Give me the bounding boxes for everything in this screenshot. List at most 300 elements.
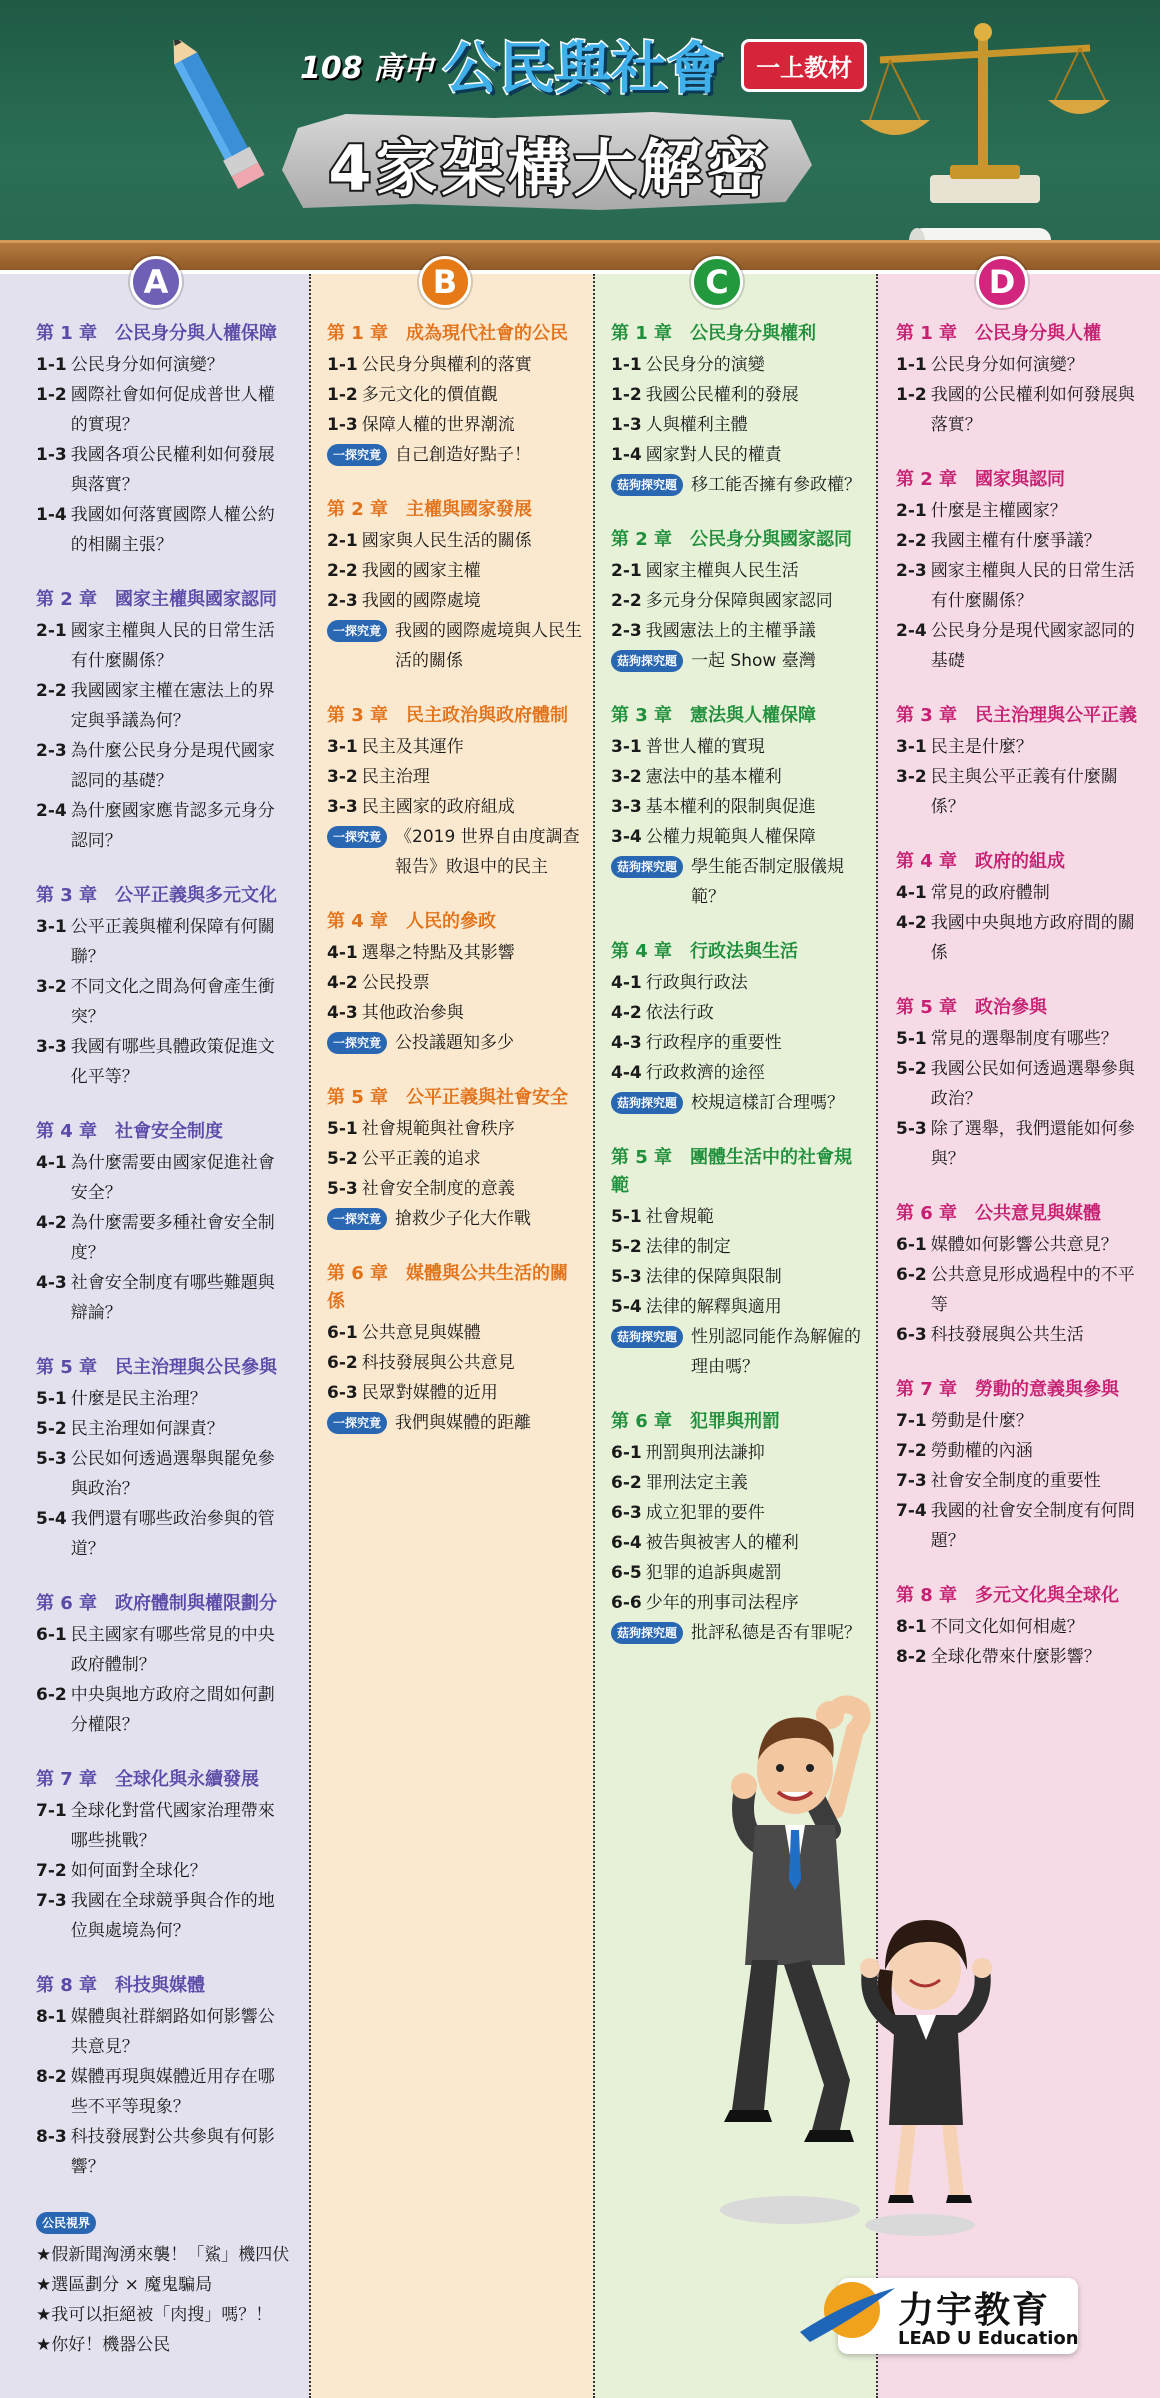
section-number: 1-1	[611, 355, 642, 375]
section-item	[36, 1208, 291, 1268]
section-number: 5-1	[327, 1119, 358, 1139]
section-number: 2-2	[896, 531, 927, 551]
section-number: 3-3	[327, 797, 358, 817]
section-text: 多元文化的價值觀	[361, 385, 498, 405]
chapter-title: 第 1 章 公民身分與人權保障	[36, 323, 278, 344]
section-number: 5-2	[611, 1237, 642, 1257]
section-item	[327, 938, 583, 968]
section-number: 1-1	[36, 355, 67, 375]
section-item	[896, 1612, 1150, 1642]
section-number: 7-2	[36, 1861, 67, 1881]
section-text: 民主是什麼？	[930, 737, 1033, 757]
section-text: 公平正義的追求	[361, 1149, 481, 1169]
chapter-block	[36, 1972, 291, 2182]
section-item	[611, 1468, 866, 1498]
section-item	[36, 500, 291, 560]
chapter-title: 第 3 章 民主治理與公平正義	[896, 705, 1138, 726]
page-title: 4家架構大解密	[328, 131, 772, 205]
section-number: 7-4	[896, 1501, 927, 1521]
section-text: 科技發展與公共意見	[361, 1353, 515, 1373]
section-number: 6-2	[327, 1353, 358, 1373]
section-item	[611, 350, 866, 380]
section-number: 2-2	[611, 591, 642, 611]
chapter-block	[896, 1582, 1150, 1672]
section-item	[36, 1620, 291, 1680]
section-number: 3-1	[896, 737, 927, 757]
section-number: 5-2	[896, 1059, 927, 1079]
chapter-title: 第 6 章 政府體制與權限劃分	[36, 1593, 278, 1614]
section-item	[327, 968, 583, 998]
section-text: 批評私德是否有罪呢？	[691, 1623, 862, 1643]
section-number: 7-3	[896, 1471, 927, 1491]
chapter-title: 第 6 章 犯罪與刑罰	[611, 1411, 781, 1432]
section-number: 7-3	[36, 1891, 67, 1911]
section-number: 3-1	[327, 737, 358, 757]
section-text: 我們還有哪些政治參與的管道？	[70, 1509, 275, 1559]
section-item	[611, 792, 866, 822]
section-item	[36, 676, 291, 736]
section-text: 行政與行政法	[645, 973, 748, 993]
section-text: 我國的國家主權	[361, 561, 481, 581]
chapter-title: 第 6 章 公共意見與媒體	[896, 1203, 1102, 1224]
section-text: 中央與地方政府之間如何劃分權限？	[70, 1685, 275, 1735]
inquiry-activity-item	[611, 1322, 866, 1382]
section-text: 公平正義與權利保障有何關聯？	[70, 917, 275, 967]
section-text: 基本權利的限制與促進	[645, 797, 816, 817]
section-number: 6-2	[896, 1265, 927, 1285]
section-item	[36, 1856, 291, 1886]
pencil-icon	[160, 40, 280, 210]
section-number: 1-3	[36, 445, 67, 465]
section-number: 8-1	[896, 1617, 927, 1637]
section-text: 校規這樣訂合理嗎？	[691, 1093, 845, 1113]
section-number: 2-4	[36, 801, 67, 821]
section-text: 我國各項公民權利如何發展與落實？	[70, 445, 275, 495]
section-text: 我國主權有什麼爭議？	[930, 531, 1101, 551]
chapter-title: 第 5 章 團體生活中的社會規範	[611, 1147, 853, 1196]
section-number: 6-3	[327, 1383, 358, 1403]
section-number: 3-2	[896, 767, 927, 787]
section-text: 公民身分與權利的落實	[361, 355, 532, 375]
section-text: 我國公民權利的發展	[645, 385, 799, 405]
section-item	[36, 380, 291, 440]
section-item	[896, 732, 1150, 762]
chapter-block	[36, 1766, 291, 1946]
section-text: 我國公民如何透過選舉參與政治？	[930, 1059, 1135, 1109]
section-text: 普世人權的實現	[645, 737, 765, 757]
section-number: 3-4	[611, 827, 642, 847]
section-number: 2-4	[896, 621, 927, 641]
section-text: 民眾對媒體的近用	[361, 1383, 498, 1403]
section-text: 公民身分如何演變？	[930, 355, 1084, 375]
globe-swoosh-icon	[790, 2270, 900, 2360]
section-text: 民主治理如何課責？	[70, 1419, 224, 1439]
chapter-title: 第 1 章 公民身分與權利	[611, 323, 817, 344]
section-item	[896, 1320, 1150, 1350]
chapter-block	[36, 1590, 291, 1740]
section-item	[327, 380, 583, 410]
civic-vision-label: 公民視界	[36, 2212, 96, 2234]
section-text: 學生能否制定服儀規範？	[691, 857, 845, 907]
section-text: 其他政治參與	[361, 1003, 464, 1023]
section-item	[327, 350, 583, 380]
section-item	[36, 1504, 291, 1564]
section-number: 5-3	[896, 1119, 927, 1139]
section-number: 5-1	[611, 1207, 642, 1227]
section-text: 我國的社會安全制度有何問題？	[930, 1501, 1135, 1551]
header-subtitle	[300, 30, 867, 100]
chapter-title: 第 2 章 主權與國家發展	[327, 499, 533, 520]
section-number: 3-1	[36, 917, 67, 937]
column-badge-b: B	[419, 256, 471, 308]
section-text: 除了選舉，我們還能如何參與？	[930, 1119, 1135, 1169]
section-item	[36, 1796, 291, 1856]
chapter-block	[896, 1200, 1150, 1350]
section-item	[611, 1202, 866, 1232]
section-item	[36, 1384, 291, 1414]
section-text: 不同文化如何相處？	[930, 1617, 1084, 1637]
section-number: 5-4	[36, 1509, 67, 1529]
section-text: 國家主權與人民的日常生活有什麼關係？	[70, 621, 275, 671]
chapter-block	[36, 1354, 291, 1564]
section-text: 成立犯罪的要件	[645, 1503, 765, 1523]
publisher-column-a	[0, 263, 309, 2398]
chapter-title: 第 8 章 科技與媒體	[36, 1975, 206, 1996]
section-item	[611, 1292, 866, 1322]
chapter-title: 第 4 章 行政法與生活	[611, 941, 799, 962]
section-number: 7-1	[896, 1411, 927, 1431]
section-text: 國際社會如何促成普世人權的實現？	[70, 385, 275, 435]
section-text: 我國有哪些具體政策促進文化平等？	[70, 1037, 275, 1087]
section-text: 我國憲法上的主權爭議	[645, 621, 816, 641]
chapter-block	[327, 908, 583, 1058]
section-item	[896, 1054, 1150, 1114]
section-text: 什麼是民主治理？	[70, 1389, 207, 1409]
civic-vision-item: ★假新聞洶湧來襲！「鯊」機四伏	[36, 2245, 290, 2265]
section-text: 社會規範	[645, 1207, 714, 1227]
section-number: 3-2	[327, 767, 358, 787]
section-number: 2-3	[327, 591, 358, 611]
inquiry-badge: 菇狗探究題	[611, 474, 683, 496]
civic-vision-item: ★選區劃分 × 魔鬼騙局	[36, 2275, 213, 2295]
justice-scale-icon	[860, 20, 1110, 210]
section-item	[36, 1680, 291, 1740]
section-item	[611, 1498, 866, 1528]
section-number: 2-3	[896, 561, 927, 581]
chapter-block	[611, 938, 866, 1118]
section-item	[611, 556, 866, 586]
section-text: 罪刑法定主義	[645, 1473, 748, 1493]
chapter-block	[896, 994, 1150, 1174]
section-item	[327, 556, 583, 586]
section-item	[611, 968, 866, 998]
section-number: 6-3	[896, 1325, 927, 1345]
inquiry-activity-item	[327, 1408, 583, 1438]
section-number: 1-1	[896, 355, 927, 375]
column-badge-c: C	[691, 256, 743, 308]
chapter-title: 第 1 章 公民身分與人權	[896, 323, 1102, 344]
section-text: 國家對人民的權責	[645, 445, 782, 465]
chapter-list	[0, 320, 309, 2360]
grade-label: 108 高中	[300, 51, 434, 86]
section-item	[896, 1024, 1150, 1054]
section-text: 我們與媒體的距離	[395, 1413, 532, 1433]
section-item	[36, 912, 291, 972]
section-text: 公權力規範與人權保障	[645, 827, 816, 847]
chapter-title: 第 4 章 政府的組成	[896, 851, 1066, 872]
section-number: 5-3	[611, 1267, 642, 1287]
civic-vision-box	[36, 2208, 291, 2360]
section-text: 為什麼公民身分是現代國家認同的基礎？	[70, 741, 275, 791]
section-text: 性別認同能作為解僱的理由嗎？	[691, 1327, 862, 1377]
section-text: 我國的國際處境與人民生活的關係	[395, 621, 583, 671]
section-item	[327, 1114, 583, 1144]
section-number: 6-4	[611, 1533, 642, 1553]
section-number: 1-2	[36, 385, 67, 405]
section-number: 8-1	[36, 2007, 67, 2027]
section-text: 社會規範與社會秩序	[361, 1119, 515, 1139]
chapter-block	[896, 848, 1150, 968]
section-item	[611, 1528, 866, 1558]
section-number: 2-2	[327, 561, 358, 581]
section-number: 7-2	[896, 1441, 927, 1461]
semester-tag: 一上教材	[741, 39, 867, 92]
inquiry-badge: 菇狗探究題	[611, 1622, 683, 1644]
section-number: 3-2	[36, 977, 67, 997]
inquiry-activity-item	[611, 1618, 866, 1648]
section-item	[896, 1406, 1150, 1436]
section-item	[36, 440, 291, 500]
section-text: 犯罪的追訴與處罰	[645, 1563, 782, 1583]
section-text: 我國中央與地方政府間的關係	[930, 913, 1135, 963]
inquiry-activity-item	[611, 470, 866, 500]
section-item	[36, 1886, 291, 1946]
civic-vision-item: ★你好！機器公民	[36, 2335, 171, 2355]
section-item	[36, 1444, 291, 1504]
chapter-title: 第 2 章 公民身分與國家認同	[611, 529, 853, 550]
section-number: 1-4	[36, 505, 67, 525]
publisher-column-b	[309, 263, 593, 2398]
section-text: 公民身分的演變	[645, 355, 765, 375]
inquiry-activity-item	[611, 1088, 866, 1118]
chapter-title: 第 6 章 媒體與公共生活的關係	[327, 1263, 569, 1312]
section-text: 公民身分是現代國家認同的基礎	[930, 621, 1135, 671]
section-text: 法律的解釋與適用	[645, 1297, 782, 1317]
section-item	[36, 1414, 291, 1444]
section-number: 6-3	[611, 1503, 642, 1523]
section-number: 1-3	[327, 415, 358, 435]
section-item	[611, 732, 866, 762]
inquiry-badge: 菇狗探究題	[611, 650, 683, 672]
businessman-figure	[724, 1701, 862, 2142]
section-number: 1-1	[327, 355, 358, 375]
chapter-block	[327, 320, 583, 470]
section-text: 憲法中的基本權利	[645, 767, 782, 787]
inquiry-activity-item	[327, 440, 583, 470]
section-number: 2-1	[611, 561, 642, 581]
section-text: 媒體再現與媒體近用存在哪些不平等現象？	[70, 2067, 275, 2117]
section-text: 全球化對當代國家治理帶來哪些挑戰？	[70, 1801, 275, 1851]
section-number: 1-2	[327, 385, 358, 405]
chapter-title: 第 3 章 公平正義與多元文化	[36, 885, 278, 906]
section-number: 6-1	[611, 1443, 642, 1463]
section-number: 5-2	[36, 1419, 67, 1439]
section-number: 4-1	[327, 943, 358, 963]
section-item	[611, 1438, 866, 1468]
section-text: 社會安全制度的意義	[361, 1179, 515, 1199]
chapter-title: 第 8 章 多元文化與全球化	[896, 1585, 1120, 1606]
section-item	[896, 1230, 1150, 1260]
chapter-title: 第 7 章 勞動的意義與參與	[896, 1379, 1120, 1400]
chapter-title: 第 2 章 國家與認同	[896, 469, 1066, 490]
chapter-title: 第 1 章 成為現代社會的公民	[327, 323, 569, 344]
inquiry-activity-item	[327, 822, 583, 882]
section-item	[327, 526, 583, 556]
chapter-block	[896, 320, 1150, 440]
section-text: 民主國家有哪些常見的中央政府體制？	[70, 1625, 275, 1675]
section-text: 自己創造好點子！	[395, 445, 532, 465]
section-number: 3-3	[36, 1037, 67, 1057]
section-number: 6-1	[896, 1235, 927, 1255]
section-item	[896, 1436, 1150, 1466]
section-number: 4-4	[611, 1063, 642, 1083]
section-text: 被告與被害人的權利	[645, 1533, 799, 1553]
inquiry-activity-item	[611, 852, 866, 912]
section-item	[611, 1058, 866, 1088]
section-item	[36, 796, 291, 856]
section-text: 多元身分保障與國家認同	[645, 591, 833, 611]
section-text: 媒體如何影響公共意見？	[930, 1235, 1118, 1255]
section-text: 我國在全球競爭與合作的地位與處境為何？	[70, 1891, 275, 1941]
section-number: 3-2	[611, 767, 642, 787]
section-number: 5-2	[327, 1149, 358, 1169]
inquiry-badge: 一探究竟	[327, 444, 387, 466]
section-number: 2-1	[896, 501, 927, 521]
section-number: 5-1	[36, 1389, 67, 1409]
section-item	[896, 350, 1150, 380]
section-item	[611, 1558, 866, 1588]
section-text: 我國國家主權在憲法上的界定與爭議為何？	[70, 681, 275, 731]
cheering-characters-illustration	[680, 1680, 1000, 2240]
chapter-block	[896, 1376, 1150, 1556]
chapter-block	[327, 1084, 583, 1234]
section-item	[327, 1174, 583, 1204]
section-text: 公民投票	[361, 973, 430, 993]
section-item	[36, 2122, 291, 2182]
section-text: 公民如何透過選舉與罷免參與政治？	[70, 1449, 275, 1499]
section-number: 1-3	[611, 415, 642, 435]
section-number: 7-1	[36, 1801, 67, 1821]
section-text: 國家主權與人民生活	[645, 561, 799, 581]
inquiry-badge: 一探究竟	[327, 1208, 387, 1230]
section-text: 一起 Show 臺灣	[691, 651, 816, 671]
section-text: 國家與人民生活的關係	[361, 531, 532, 551]
chapter-title: 第 4 章 人民的參政	[327, 911, 497, 932]
section-item	[327, 732, 583, 762]
chapter-list	[593, 320, 876, 1674]
section-number: 6-1	[36, 1625, 67, 1645]
section-text: 不同文化之間為何會產生衝突？	[70, 977, 275, 1027]
section-item	[36, 972, 291, 1032]
section-number: 4-3	[327, 1003, 358, 1023]
section-number: 5-3	[327, 1179, 358, 1199]
inquiry-activity-item	[327, 1028, 583, 1058]
chapter-block	[611, 320, 866, 500]
section-item	[327, 1318, 583, 1348]
section-item	[327, 1348, 583, 1378]
section-item	[611, 822, 866, 852]
section-item	[896, 496, 1150, 526]
section-item	[611, 1588, 866, 1618]
chapter-block	[36, 1118, 291, 1328]
section-item	[327, 586, 583, 616]
section-number: 8-2	[36, 2067, 67, 2087]
section-text: 我國如何落實國際人權公約的相關主張？	[70, 505, 275, 555]
logo-english-name: LEAD U Education	[898, 2328, 1079, 2349]
chapter-title: 第 4 章 社會安全制度	[36, 1121, 224, 1142]
company-logo	[790, 2270, 1090, 2360]
column-divider	[593, 274, 595, 2398]
section-item	[611, 410, 866, 440]
section-text: 科技發展與公共生活	[930, 1325, 1084, 1345]
section-item	[611, 616, 866, 646]
section-item	[896, 1114, 1150, 1174]
section-item	[896, 878, 1150, 908]
section-text: 社會安全制度的重要性	[930, 1471, 1101, 1491]
section-item	[611, 1262, 866, 1292]
chapter-block	[36, 320, 291, 560]
section-number: 4-2	[896, 913, 927, 933]
section-item	[36, 1032, 291, 1092]
section-text: 全球化帶來什麼影響？	[930, 1647, 1101, 1667]
column-badge-a: A	[130, 256, 182, 308]
section-item	[896, 762, 1150, 822]
column-divider	[309, 274, 311, 2398]
businesswoman-figure	[860, 1920, 992, 2203]
section-item	[611, 586, 866, 616]
section-number: 2-1	[327, 531, 358, 551]
civic-vision-item: ★我可以拒絕被「肉搜」嗎？！	[36, 2305, 273, 2325]
chapter-list	[309, 320, 593, 1464]
section-text: 民主及其運作	[361, 737, 464, 757]
section-number: 1-2	[611, 385, 642, 405]
inquiry-activity-item	[611, 646, 866, 676]
section-text: 《2019 世界自由度調查報告》敗退中的民主	[395, 827, 580, 877]
section-text: 為什麼需要由國家促進社會安全？	[70, 1153, 275, 1203]
section-number: 4-1	[896, 883, 927, 903]
section-item	[611, 998, 866, 1028]
section-number: 5-3	[36, 1449, 67, 1469]
section-item	[327, 410, 583, 440]
chapter-title: 第 5 章 公平正義與社會安全	[327, 1087, 569, 1108]
section-number: 1-2	[896, 385, 927, 405]
section-text: 社會安全制度有哪些難題與辯論？	[70, 1273, 275, 1323]
section-item	[896, 908, 1150, 968]
section-number: 8-3	[36, 2127, 67, 2147]
section-text: 媒體與社群網路如何影響公共意見？	[70, 2007, 275, 2057]
section-number: 6-5	[611, 1563, 642, 1583]
section-text: 我國的公民權利如何發展與落實？	[930, 385, 1135, 435]
section-number: 3-1	[611, 737, 642, 757]
section-text: 國家主權與人民的日常生活有什麼關係？	[930, 561, 1135, 611]
chapter-title: 第 5 章 政治參與	[896, 997, 1048, 1018]
section-item	[611, 1028, 866, 1058]
chapter-block	[36, 882, 291, 1092]
section-number: 2-1	[36, 621, 67, 641]
section-item	[36, 2002, 291, 2062]
section-text: 人與權利主體	[645, 415, 748, 435]
section-item	[327, 1378, 583, 1408]
